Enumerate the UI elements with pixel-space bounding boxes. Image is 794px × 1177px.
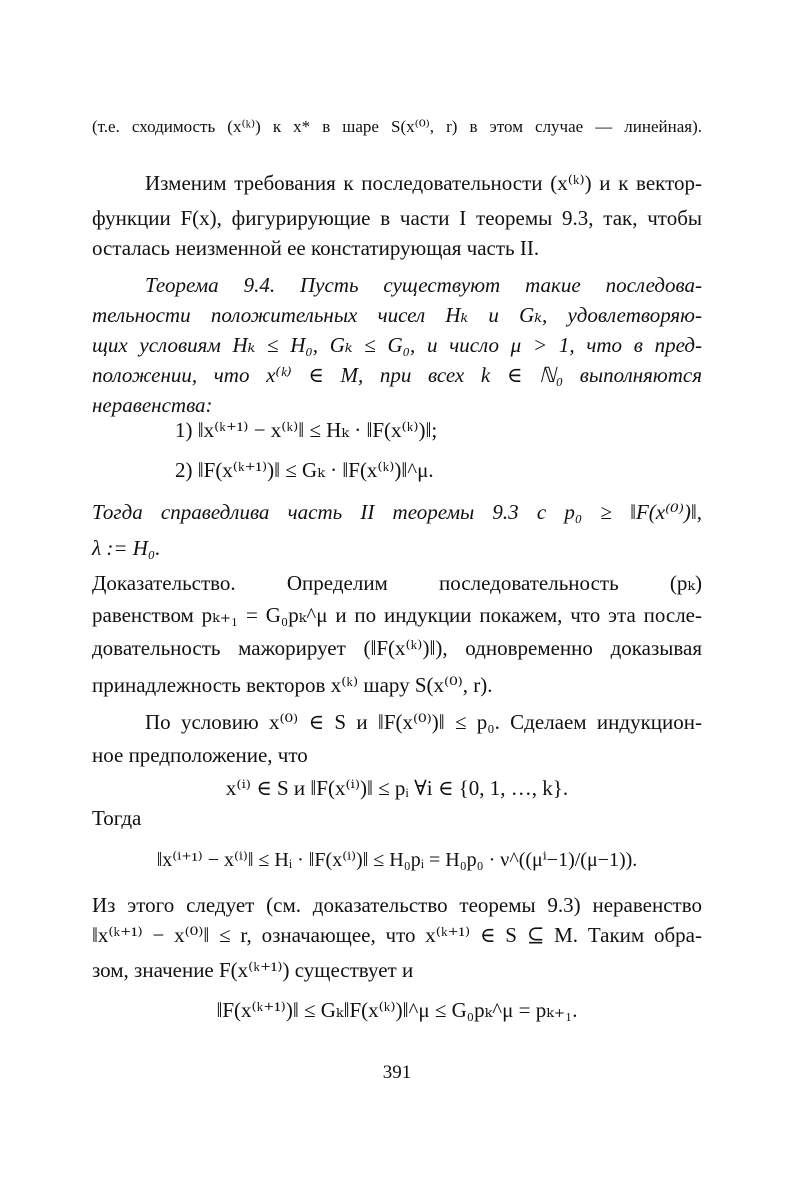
proof-line-10: зом, значение F(x⁽ᵏ⁺¹⁾) существует и — [92, 958, 414, 982]
condition-2: 2) ‖F(x⁽ᵏ⁺¹⁾)‖ ≤ Gₖ · ‖F(x⁽ᵏ⁾)‖^μ. — [175, 458, 434, 482]
proof-line-1: Доказательство. Определим последовательность (pₖ) — [92, 571, 702, 595]
proof-line-4: принадлежность векторов x⁽ᵏ⁾ шару S(x⁽⁰⁾, r). — [92, 673, 493, 697]
theorem-line-2: тельности положительных чисел Hₖ и Gₖ, удовлетворяю- — [92, 303, 702, 327]
text-line-1: (т.е. сходимость (x⁽ᵏ⁾) к x* в шаре S(x⁽⁰⁾, r) в этом случае — линейная). — [92, 117, 702, 136]
page-number: 391 — [382, 1062, 412, 1083]
text-line-4: осталась неизменной ее констатирующая часть II. — [92, 236, 540, 260]
proof-line-5: По условию x⁽⁰⁾ ∈ S и ‖F(x⁽⁰⁾)‖ ≤ p₀. Сделаем индукцион- — [145, 710, 702, 734]
condition-1: 1) ‖x⁽ᵏ⁺¹⁾ − x⁽ᵏ⁾‖ ≤ Hₖ · ‖F(x⁽ᵏ⁾)‖; — [175, 418, 438, 442]
proof-line-7: Тогда — [92, 806, 142, 830]
text-line-2: Изменим требования к последовательности (x⁽ᵏ⁾) и к вектор- — [145, 171, 702, 195]
final-formula: ‖F(x⁽ᵏ⁺¹⁾)‖ ≤ Gₖ‖F(x⁽ᵏ⁾)‖^μ ≤ G₀pₖ^μ = pₖ₊₁. — [216, 998, 578, 1022]
proof-line-2: равенством pₖ₊₁ = G₀pₖ^μ и по индукции покажем, что эта после- — [92, 603, 702, 627]
theorem-conclusion-1: Тогда справедлива часть II теоремы 9.3 с p₀ ≥ ‖F(x⁽⁰⁾)‖, — [92, 500, 702, 524]
theorem-conclusion-2: λ := H₀. — [92, 536, 161, 560]
proof-line-9: ‖x⁽ᵏ⁺¹⁾ − x⁽⁰⁾‖ ≤ r, означающее, что x⁽ᵏ⁺¹⁾ ∈ S ⊆ M. Таким обра- — [92, 923, 702, 947]
proof-line-3: довательность мажорирует (‖F(x⁽ᵏ⁾)‖), одновременно доказывая — [92, 636, 702, 660]
induction-formula: x⁽ⁱ⁾ ∈ S и ‖F(x⁽ⁱ⁾)‖ ≤ pᵢ ∀i ∈ {0, 1, …, k}. — [225, 776, 569, 800]
theorem-line-4: положении, что x⁽ᵏ⁾ ∈ M, при всех k ∈ ℕ₀ выполняются — [92, 363, 702, 387]
proof-line-8: Из этого следует (см. доказательство теоремы 9.3) неравенство — [92, 893, 702, 917]
theorem-line-5: неравенства: — [92, 393, 213, 417]
proof-line-6: ное предположение, что — [92, 743, 308, 767]
text-line-3: функции F(x), фигурирующие в части I теоремы 9.3, так, чтобы — [92, 206, 702, 230]
theorem-line-1: Теорема 9.4. Пусть существуют такие последова- — [145, 273, 702, 297]
estimate-formula: ‖x⁽ⁱ⁺¹⁾ − x⁽ⁱ⁾‖ ≤ Hᵢ · ‖F(x⁽ⁱ⁾)‖ ≤ H₀pᵢ = H₀p₀ · ν^((μⁱ−1)/(μ−1)). — [156, 849, 638, 871]
theorem-line-3: щих условиям Hₖ ≤ H₀, Gₖ ≤ G₀, и число μ > 1, что в пред- — [92, 333, 702, 357]
